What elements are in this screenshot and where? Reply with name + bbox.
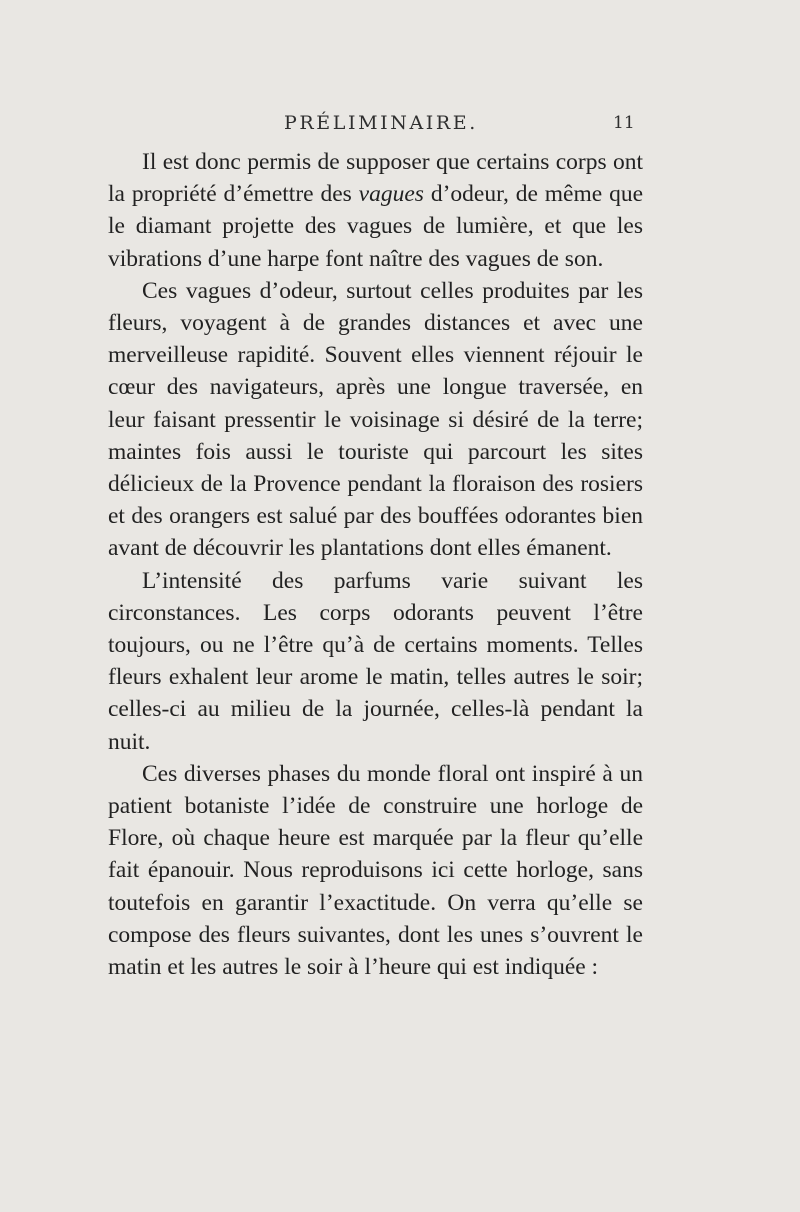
paragraph-1 xyxy=(108,146,643,275)
paragraph-1-text-end: d’odeur, de même que le diamant projette des vagues de lumière, et que les vibrations d’une harpe font naître des vagues de son. xyxy=(108,181,644,272)
running-head xyxy=(0,112,800,142)
running-title: PRÉLIMINAIRE. xyxy=(284,112,478,134)
body-text xyxy=(108,146,643,983)
page-number: 11 xyxy=(613,113,635,133)
paragraph-1-text-start: Il est donc permis de supposer que certains corps ont la propriété d’émettre des xyxy=(108,149,643,208)
italic-word-vagues: vagues xyxy=(358,181,424,208)
paragraph-4: Ces diverses phases du monde floral ont inspiré à un patient botaniste l’idée de construire une horloge de Flore, où chaque heure est marquée par la fleur qu’elle fait épanouir. Nous reproduisons ici cette horloge, sans toutefois en garantir l’exactitude. On verra qu’elle se compose des fleurs suivantes, dont les unes s’ouvrent le matin et les autres le soir à l’heure qui est indiquée : xyxy=(108,760,643,981)
paragraph-2: Ces vagues d’odeur, surtout celles produites par les fleurs, voyagent à de grandes distances et avec une merveilleuse rapidité. Souvent elles viennent réjouir le cœur des navigateurs, après une longue traversée, en leur faisant pressentir le voisinage si désiré de la terre; maintes fois aussi le touriste qui parcourt les sites délicieux de la Provence pendant la floraison des rosiers et des orangers est salué par des bouffées odorantes bien avant de découvrir les plantations dont elles émanent. xyxy=(108,277,643,562)
paragraph-3: L’intensité des parfums varie suivant les circonstances. Les corps odorants peuvent l’être toujours, ou ne l’être qu’à de certains moments. Telles fleurs exhalent leur arome le matin, telles autres le soir; celles-ci au milieu de la journée, celles-là pendant la nuit. xyxy=(108,567,643,755)
